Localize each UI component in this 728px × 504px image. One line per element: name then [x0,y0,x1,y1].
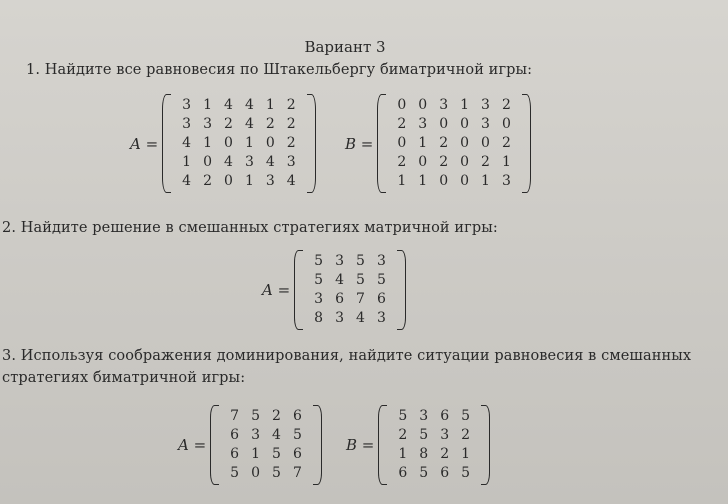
matrix-cell: 2 [286,116,296,132]
matrix-cell: 0 [224,135,233,151]
matrix-cell: 7 [230,408,240,424]
matrix-cell: 3 [376,253,386,269]
matrix-cell: 6 [230,427,240,443]
matrix-a-table [176,96,302,191]
matrix-row [392,407,476,426]
matrix-cell: 6 [292,408,302,424]
matrix-cell: 4 [272,427,281,443]
matrix-cell: 0 [501,116,511,132]
matrix-cell: 0 [460,154,470,170]
matrix-row [176,96,302,115]
matrix-cell: 3 [203,116,213,132]
matrix-cell: 1 [203,135,213,151]
matrix-cell: 3 [265,173,275,189]
matrix-row [391,172,517,191]
task3-text-line2: стратегиях биматричной игры: [2,370,246,386]
matrix-cell: 5 [398,408,408,424]
matrix-cell: 5 [461,408,471,424]
matrix-b-brackets [378,405,490,485]
matrix-cell: 3 [418,116,428,132]
matrix-cell: 2 [440,446,450,462]
matrix-cell: 1 [251,446,261,462]
matrix-cell: 1 [418,135,428,151]
matrix-cell: 4 [182,135,192,151]
matrix-cell: 3 [439,97,449,113]
matrix-cell: 2 [481,154,490,170]
matrix-cell: 6 [398,465,408,481]
matrix-cell: 2 [224,116,233,132]
matrix-cell: 4 [265,154,275,170]
matrix-cell: 5 [376,272,386,288]
matrix-b-brackets [377,94,531,193]
matrix-cell: 0 [418,154,428,170]
matrix-cell: 5 [272,465,281,481]
matrix-cell: 1 [265,97,275,113]
matrix-cell: 2 [501,135,511,151]
matrix-cell: 8 [314,310,324,326]
matrix-row [392,426,476,445]
matrix-cell: 3 [335,310,345,326]
matrix-cell: 5 [292,427,302,443]
matrix-cell: 3 [419,408,429,424]
matrix-cell: 0 [481,135,490,151]
matrix-cell: 4 [356,310,365,326]
matrix-cell: 5 [419,427,429,443]
matrix-cell: 3 [251,427,261,443]
matrix-row [391,153,517,172]
task1-matrix-a [130,94,316,193]
matrix-cell: 2 [461,427,471,443]
matrix-cell: 4 [224,154,233,170]
matrix-cell: 5 [356,253,365,269]
matrix-cell: 0 [251,465,261,481]
matrix-row [224,445,308,464]
matrix-cell: 0 [460,116,470,132]
matrix-cell: 1 [481,173,490,189]
matrix-cell: 2 [203,173,213,189]
matrix-cell: 1 [244,135,254,151]
matrix-row [308,309,392,328]
matrix-cell: 5 [419,465,429,481]
matrix-cell: 1 [244,173,254,189]
matrix-cell: 3 [314,291,324,307]
matrix-cell: 3 [481,97,490,113]
matrix-row [176,172,302,191]
matrix-cell: 6 [376,291,386,307]
matrix-row [391,96,517,115]
matrix-row [224,407,308,426]
matrix-b-table [391,96,517,191]
matrix-cell: 0 [439,116,449,132]
matrix-cell: 0 [418,97,428,113]
matrix-a-table [224,407,308,483]
task3-matrix-a [178,405,322,485]
matrix-a-table [308,252,392,328]
matrix-a-label: A = [130,134,159,153]
matrix-cell: 3 [286,154,296,170]
matrix-cell: 0 [397,97,407,113]
matrix-cell: 3 [335,253,345,269]
matrix-cell: 2 [439,154,449,170]
matrix-cell: 4 [335,272,345,288]
matrix-cell: 0 [460,173,470,189]
matrix-b-label: B = [345,134,374,153]
matrix-cell: 3 [244,154,254,170]
matrix-cell: 5 [314,253,324,269]
matrix-row [176,153,302,172]
matrix-cell: 0 [460,135,470,151]
matrix-cell: 0 [203,154,213,170]
matrix-row [176,134,302,153]
matrix-cell: 1 [501,154,511,170]
task2-matrix-a [262,250,406,330]
matrix-cell: 6 [335,291,345,307]
matrix-cell: 2 [398,427,408,443]
matrix-cell: 5 [314,272,324,288]
matrix-row [308,252,392,271]
matrix-cell: 1 [460,97,470,113]
matrix-a-label: A = [262,281,291,299]
matrix-cell: 3 [440,427,450,443]
matrix-cell: 1 [398,446,408,462]
matrix-cell: 3 [182,116,192,132]
matrix-cell: 2 [439,135,449,151]
matrix-cell: 6 [440,408,450,424]
matrix-cell: 3 [376,310,386,326]
matrix-a-brackets [162,94,316,193]
matrix-cell: 0 [265,135,275,151]
matrix-cell: 5 [461,465,471,481]
matrix-cell: 2 [397,116,407,132]
matrix-cell: 8 [419,446,429,462]
matrix-cell: 5 [251,408,261,424]
matrix-cell: 7 [292,465,302,481]
matrix-cell: 2 [265,116,275,132]
matrix-cell: 1 [461,446,471,462]
matrix-cell: 5 [230,465,240,481]
matrix-b-label: B = [346,436,375,454]
variant-title: Вариант 3 [304,38,386,56]
matrix-cell: 1 [182,154,192,170]
matrix-b-table [392,407,476,483]
matrix-cell: 4 [286,173,296,189]
matrix-cell: 3 [481,116,490,132]
matrix-cell: 4 [244,97,254,113]
matrix-cell: 5 [272,446,281,462]
matrix-row [392,445,476,464]
matrix-cell: 0 [397,135,407,151]
task3-text-line1: 3. Используя соображения доминирования, найдите ситуации равновесия в смешанных [2,348,692,364]
matrix-cell: 4 [224,97,233,113]
matrix-row [176,115,302,134]
matrix-cell: 4 [182,173,192,189]
matrix-cell: 4 [244,116,254,132]
matrix-cell: 2 [397,154,407,170]
matrix-cell: 1 [203,97,213,113]
matrix-cell: 0 [224,173,233,189]
matrix-a-brackets [294,250,406,330]
matrix-row [392,464,476,483]
matrix-cell: 2 [286,135,296,151]
matrix-cell: 6 [292,446,302,462]
matrix-row [224,426,308,445]
matrix-cell: 7 [356,291,365,307]
matrix-row [308,271,392,290]
matrix-row [224,464,308,483]
task1-text: 1. Найдите все равновесия по Штакельбергу биматричной игры: [26,62,533,78]
matrix-a-label: A = [178,436,207,454]
matrix-cell: 2 [501,97,511,113]
matrix-cell: 3 [182,97,192,113]
matrix-cell: 3 [501,173,511,189]
matrix-cell: 2 [286,97,296,113]
matrix-row [308,290,392,309]
matrix-cell: 6 [440,465,450,481]
matrix-cell: 6 [230,446,240,462]
matrix-a-brackets [210,405,322,485]
matrix-cell: 1 [397,173,407,189]
matrix-cell: 0 [439,173,449,189]
task2-text: 2. Найдите решение в смешанных стратегиях матричной игры: [2,220,498,236]
task1-matrix-b [345,94,531,193]
matrix-row [391,134,517,153]
task3-matrix-b [346,405,490,485]
matrix-cell: 1 [418,173,428,189]
matrix-cell: 5 [356,272,365,288]
matrix-cell: 2 [272,408,281,424]
matrix-row [391,115,517,134]
